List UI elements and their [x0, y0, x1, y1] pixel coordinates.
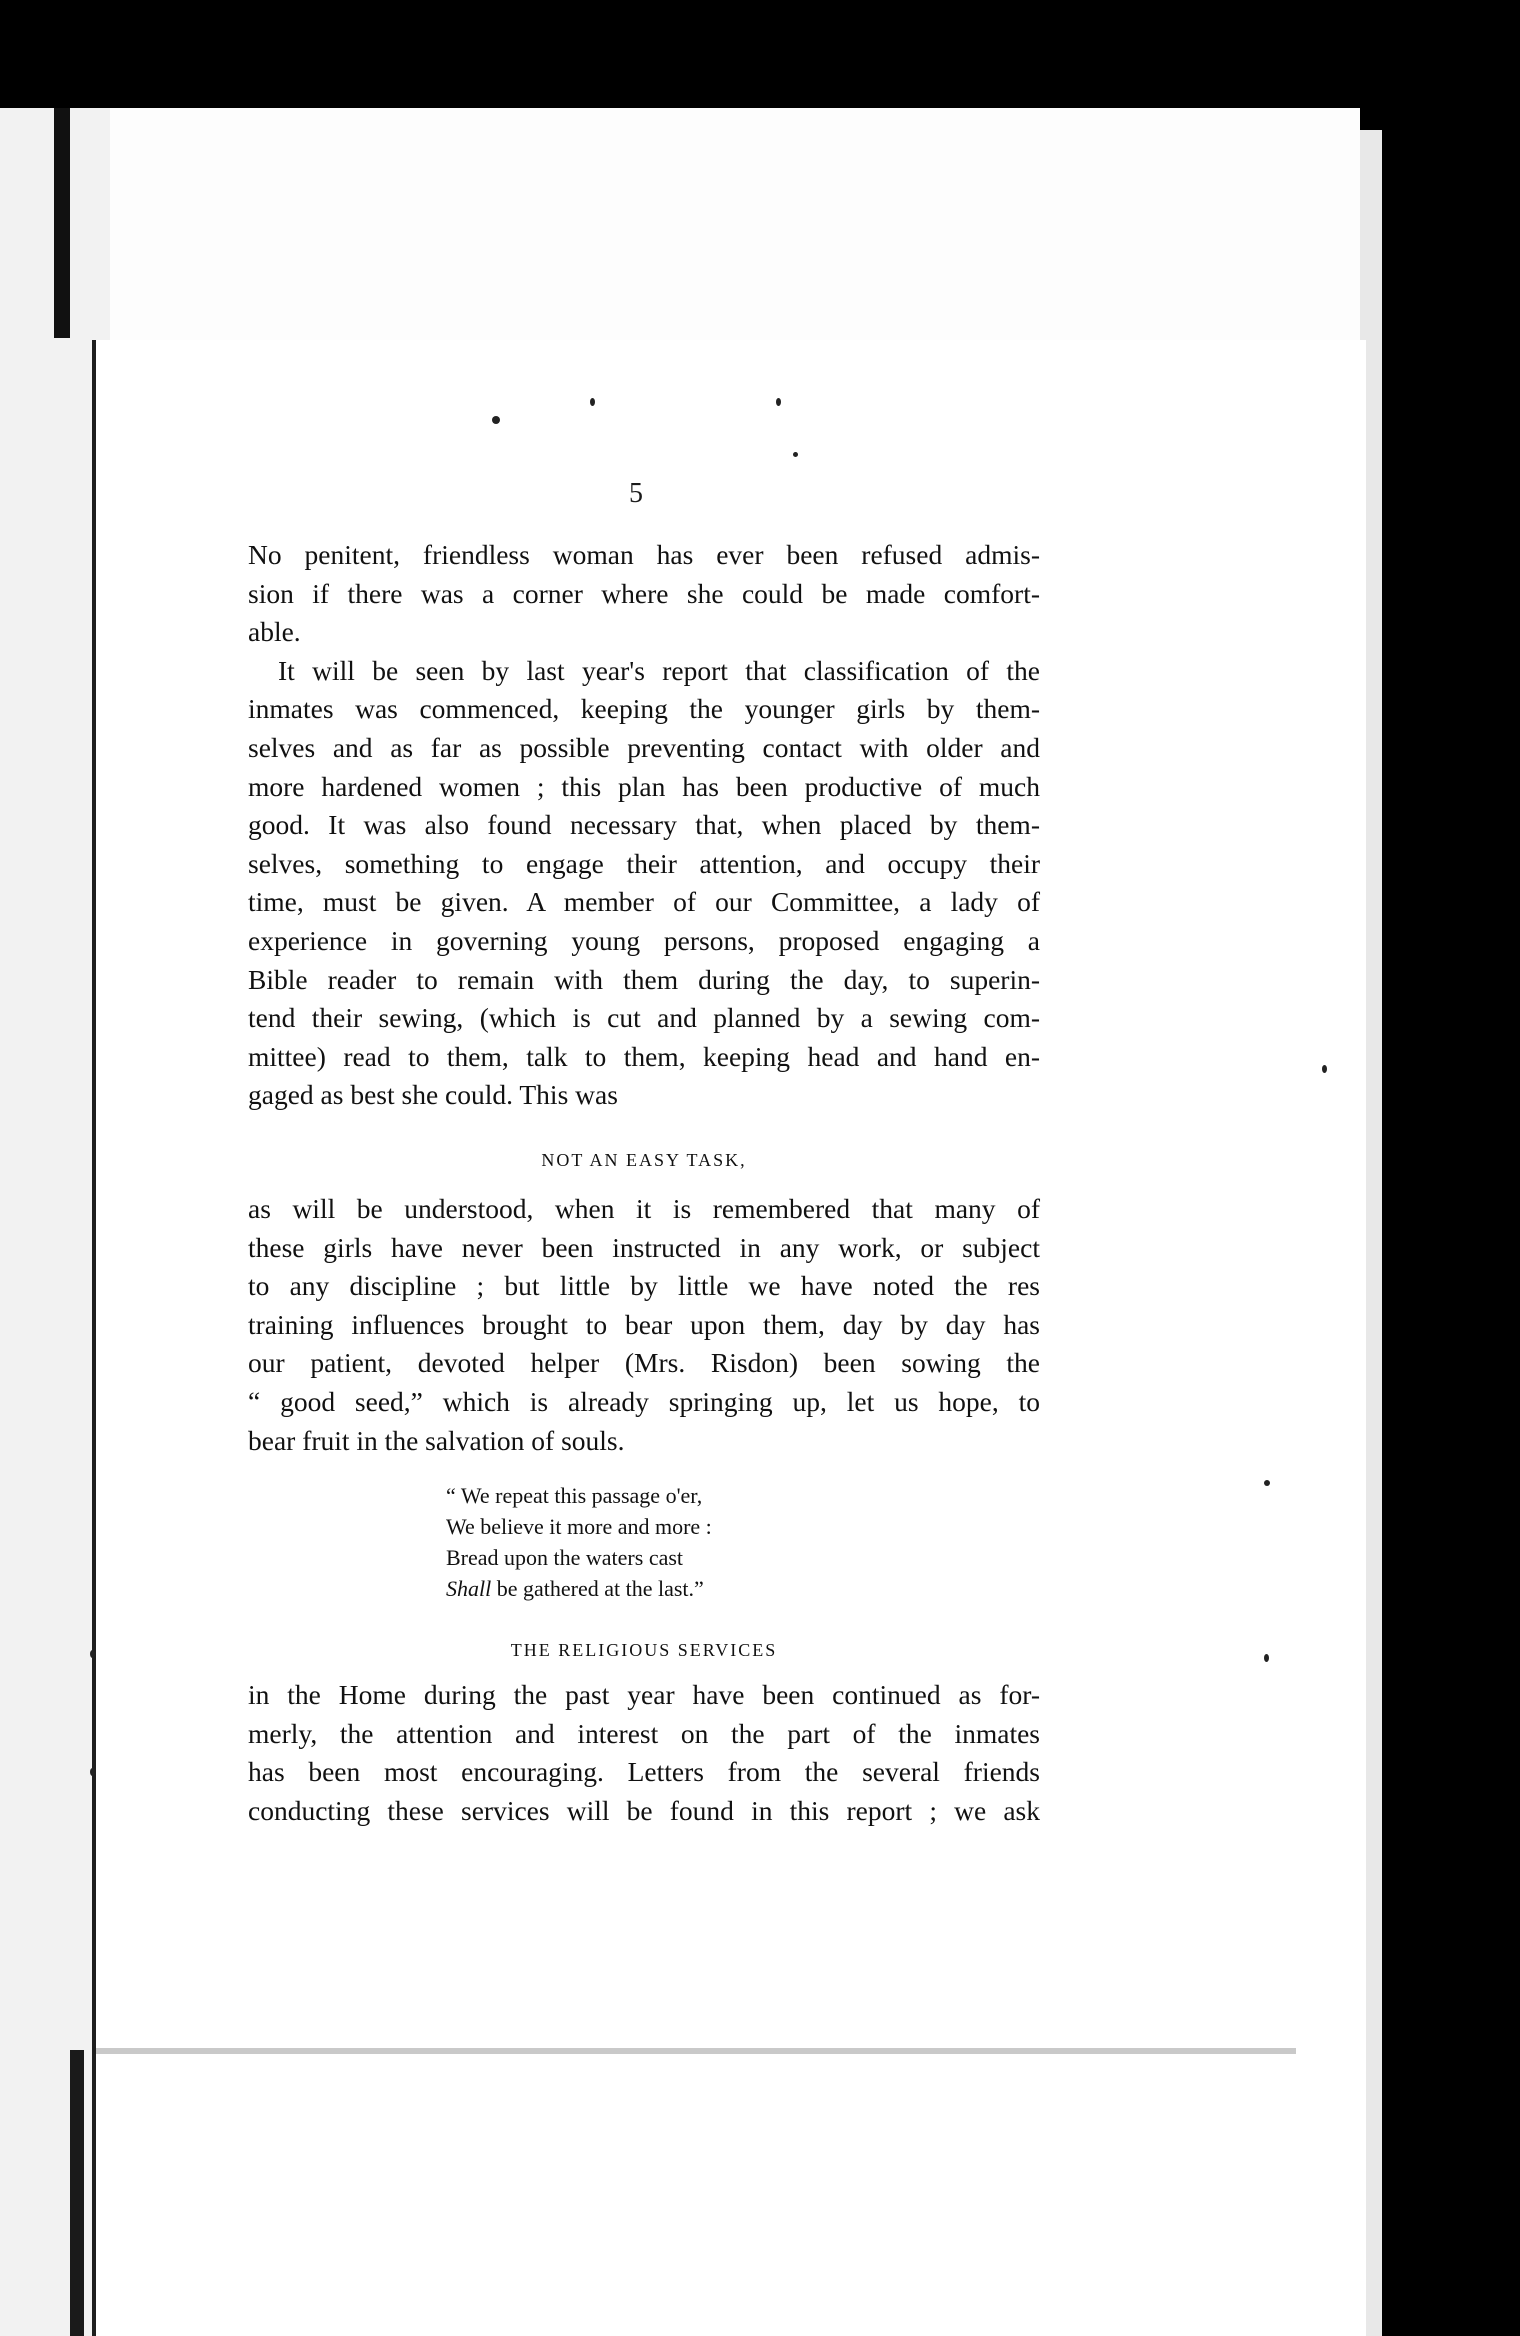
spine-line: [92, 340, 96, 2336]
paragraph-3: [248, 1190, 1040, 1460]
ink-speck: [1322, 1065, 1327, 1073]
text-line: tend their sewing, (which is cut and planned by a sewing com-: [248, 1002, 1040, 1034]
verse-line-rest: be gathered at the last.”: [491, 1576, 704, 1601]
body-text-top: [248, 536, 1040, 1115]
text-line: our patient, devoted helper (Mrs. Risdon) been sowing the: [248, 1347, 1040, 1379]
text-line: these girls have never been instructed in any work, or subject: [248, 1231, 1040, 1263]
verse-line: “ We repeat this passage o'er,: [446, 1483, 703, 1508]
verse-emphasis: Shall: [446, 1576, 492, 1601]
text-line: conducting these services will be found in this report ; we ask: [248, 1794, 1040, 1826]
text-line: bear fruit in the salvation of souls.: [248, 1424, 625, 1456]
text-line: experience in governing young persons, proposed engaging a: [248, 924, 1040, 956]
right-scan-border: [1360, 108, 1520, 2336]
binding-shadow: [54, 108, 70, 338]
section-heading: THE RELIGIOUS SERVICES: [510, 1640, 778, 1660]
paragraph-4: [248, 1676, 1040, 1830]
text-line: Bible reader to remain with them during the day, to superin-: [248, 963, 1040, 995]
text-line: selves and as far as possible preventing contact with older and: [248, 731, 1040, 763]
ink-speck: [1264, 1654, 1269, 1662]
text-line: as will be understood, when it is remembered that many of: [248, 1193, 1040, 1224]
text-line: time, must be given. A member of our Committee, a lady of: [248, 886, 1040, 918]
text-line: gaged as best she could. This was: [248, 1079, 618, 1111]
text-line: merly, the attention and interest on the part of the inmates: [248, 1717, 1040, 1749]
paragraph-1: [248, 536, 1040, 652]
text-line: sion if there was a corner where she could be made comfort-: [248, 577, 1040, 609]
ink-speck: [492, 416, 500, 424]
ink-speck: [1264, 1480, 1270, 1486]
quoted-verse: [446, 1480, 866, 1604]
text-line: able.: [248, 616, 301, 648]
ink-speck: [90, 1650, 95, 1658]
ink-speck: [776, 398, 781, 406]
text-line: has been most encouraging. Letters from the several friends: [248, 1756, 1040, 1788]
body-text-middle: [248, 1190, 1040, 1460]
ink-speck: [590, 398, 595, 406]
verse-line: Bread upon the waters cast: [446, 1545, 684, 1570]
text-line: to any discipline ; but little by little we have noted the res: [248, 1270, 1040, 1302]
binding-shadow-lower: [70, 2050, 84, 2336]
verse-line: [446, 1573, 866, 1604]
text-line: inmates was commenced, keeping the younger girls by them-: [248, 693, 1040, 725]
ink-speck: [90, 1768, 95, 1776]
page-number: 5: [629, 478, 643, 509]
text-line: It will be seen by last year's report that classification of the: [278, 654, 1040, 686]
page-bottom-band: [96, 2048, 1296, 2054]
back-sheet: [110, 108, 1360, 343]
verse-line: We believe it more and more :: [446, 1514, 712, 1539]
section-heading: NOT AN EASY TASK,: [541, 1150, 747, 1170]
text-line: mittee) read to them, talk to them, keeping head and hand en-: [248, 1040, 1040, 1072]
text-line: good. It was also found necessary that, when placed by them-: [248, 809, 1040, 841]
text-line: selves, something to engage their attention, and occupy their: [248, 847, 1040, 879]
text-line: “ good seed,” which is already springing up, let us hope, to: [248, 1385, 1040, 1417]
paragraph-2: [248, 652, 1040, 1115]
text-line: No penitent, friendless woman has ever been refused admis-: [248, 539, 1040, 570]
body-text-bottom: [248, 1676, 1040, 1830]
text-line: more hardened women ; this plan has been productive of much: [248, 770, 1040, 802]
text-line: in the Home during the past year have been continued as for-: [248, 1679, 1040, 1710]
ink-speck: [793, 452, 798, 457]
text-line: training influences brought to bear upon them, day by day has: [248, 1308, 1040, 1340]
